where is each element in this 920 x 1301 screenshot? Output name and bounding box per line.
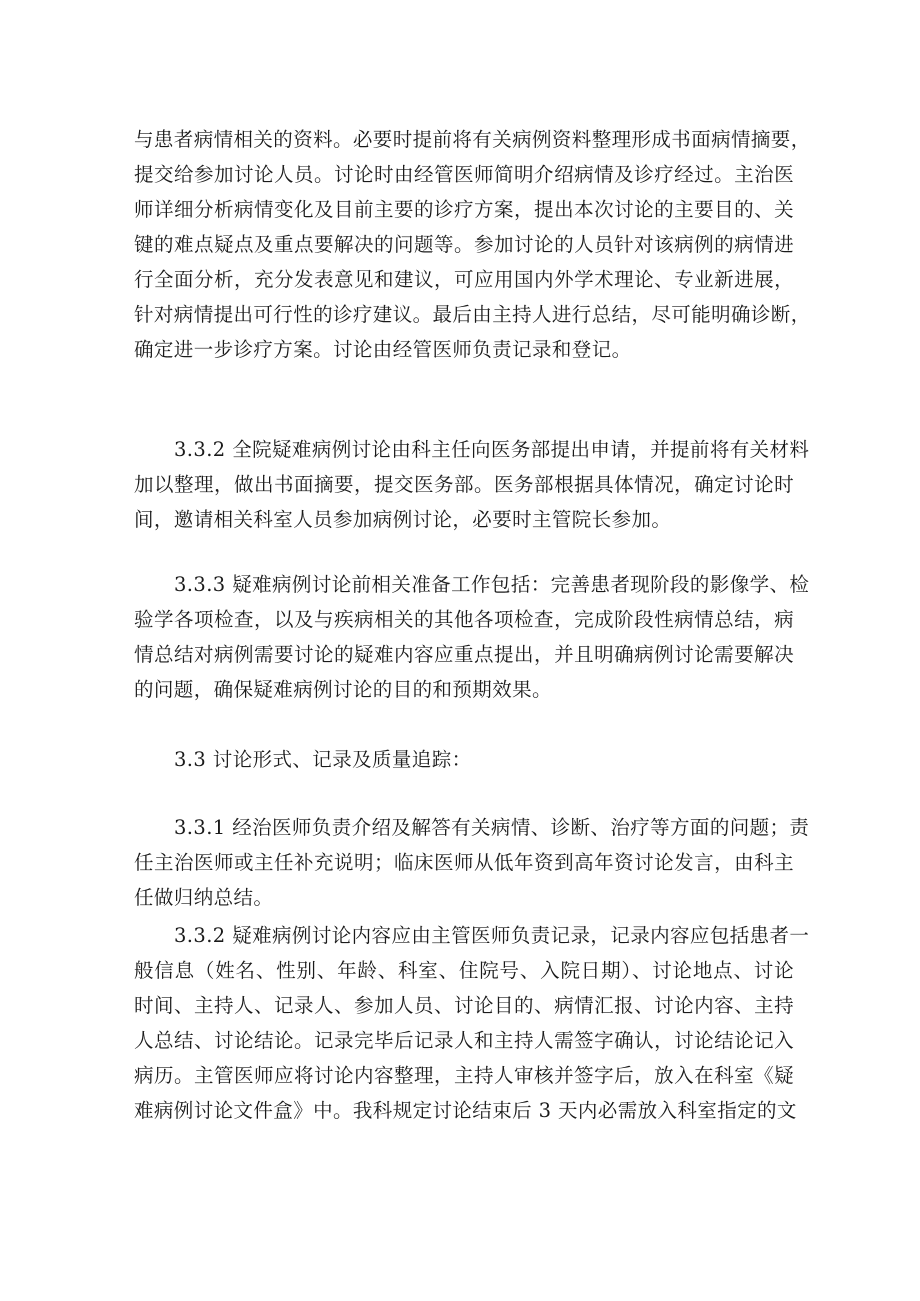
text-line: 难病例讨论文件盒》中。我科规定讨论结束后 3 天内必需放入科室指定的文: [134, 1099, 797, 1122]
text-line: 与患者病情相关的资料。必要时提前将有关病例资料整理形成书面病情摘要，: [134, 128, 811, 151]
text-line: 加以整理，做出书面摘要，提交医务部。医务部根据具体情况，确定讨论时: [134, 473, 794, 496]
text-line: 确定进一步诊疗方案。讨论由经管医师负责记录和登记。: [134, 338, 632, 361]
text-line: 情总结对病例需要讨论的疑难内容应重点提出，并且明确病例讨论需要解决: [134, 643, 794, 666]
text-line: 的问题，确保疑难病例讨论的目的和预期效果。: [134, 678, 552, 701]
text-line: 间，邀请相关科室人员参加病例讨论，必要时主管院长参加。: [134, 508, 672, 531]
paragraph-3-3-2-hospital-discussion: [134, 432, 810, 537]
text-line: 3.3.2 全院疑难病例讨论由科主任向医务部提出申请，并提前将有关材料: [174, 438, 810, 461]
text-line: 行全面分析，充分发表意见和建议，可应用国内外学术理论、专业新进展，: [134, 268, 794, 291]
paragraph-3-3-3-preparation: [134, 567, 810, 707]
paragraph-3-3-1-responsibilities: [134, 810, 810, 915]
text-line: 3.3.2 疑难病例讨论内容应由主管医师负责记录，记录内容应包括患者一: [174, 924, 810, 947]
text-line: 师详细分析病情变化及目前主要的诊疗方案，提出本次讨论的主要目的、关: [134, 198, 794, 221]
text-line: 3.3.3 疑难病例讨论前相关准备工作包括：完善患者现阶段的影像学、检: [174, 573, 810, 596]
text-line: 任主治医师或主任补充说明；临床医师从低年资到高年资讨论发言，由科主: [134, 851, 794, 874]
section-heading-3-3: [134, 742, 794, 777]
text-line: 时间、主持人、记录人、参加人员、讨论目的、病情汇报、讨论内容、主持: [134, 994, 794, 1017]
text-line: 3.3.1 经治医师负责介绍及解答有关病情、诊断、治疗等方面的问题；责: [174, 816, 810, 839]
text-line: 提交给参加讨论人员。讨论时由经管医师简明介绍病情及诊疗经过。主治医: [134, 163, 794, 186]
text-line: 任做归纳总结。: [134, 886, 274, 909]
text-line: 键的难点疑点及重点要解决的问题等。参加讨论的人员针对该病例的病情进: [134, 233, 794, 256]
text-line: 人总结、讨论结论。记录完毕后记录人和主持人需签字确认，讨论结论记入: [134, 1029, 794, 1052]
section-heading: 3.3 讨论形式、记录及质量追踪：: [174, 748, 472, 771]
paragraph-continuation: [134, 122, 811, 367]
paragraph-3-3-2-records: [134, 918, 810, 1128]
text-line: 针对病情提出可行性的诊疗建议。最后由主持人进行总结，尽可能明确诊断，: [134, 303, 811, 326]
text-line: 病历。主管医师应将讨论内容整理，主持人审核并签字后，放入在科室《疑: [134, 1064, 794, 1087]
text-line: 般信息（姓名、性别、年龄、科室、住院号、入院日期）、讨论地点、讨论: [134, 959, 794, 982]
text-line: 验学各项检查，以及与疾病相关的其他各项检查，完成阶段性病情总结，病: [134, 608, 794, 631]
